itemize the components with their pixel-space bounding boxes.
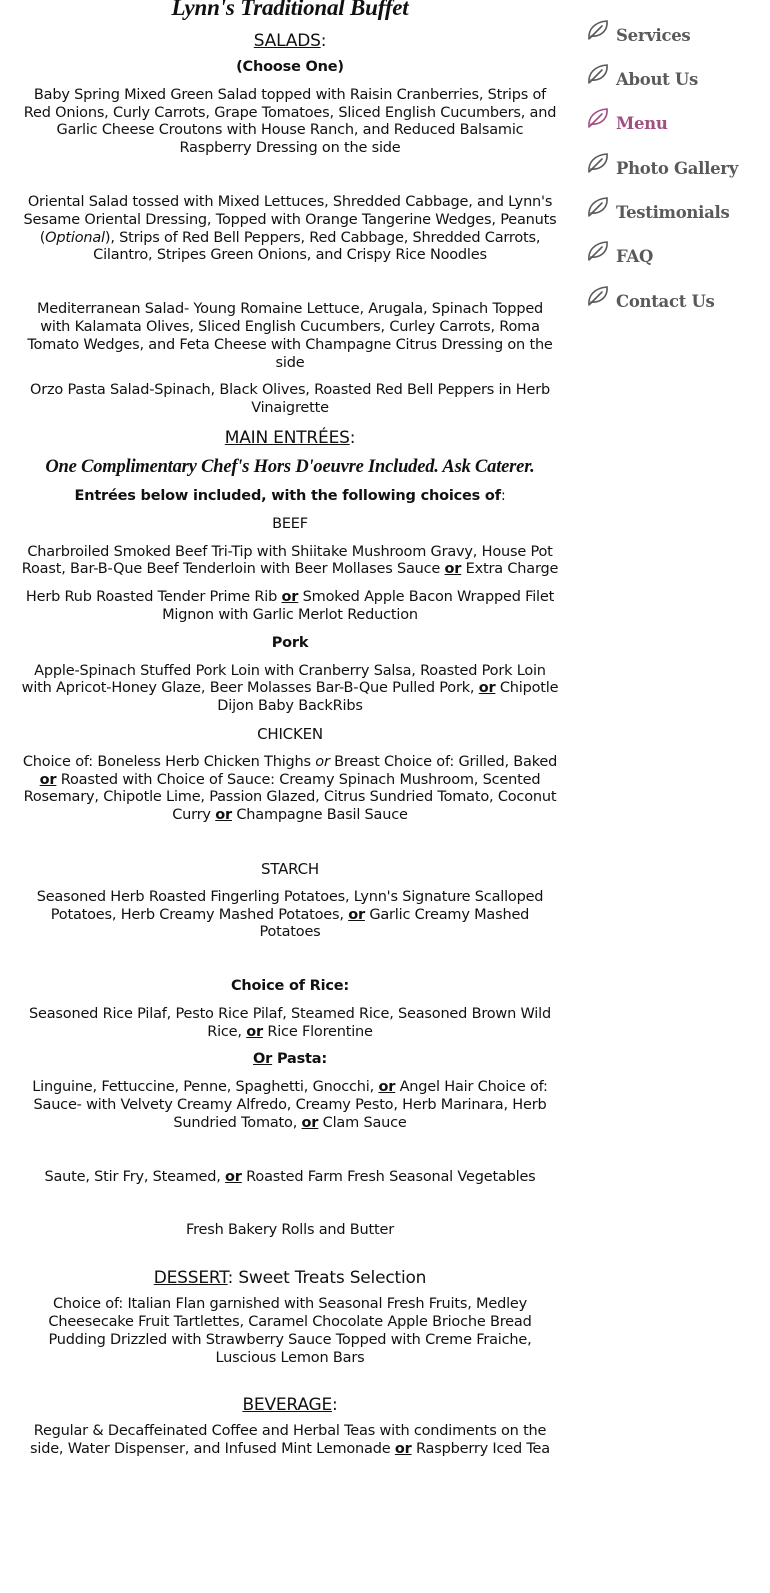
or-text: or: [301, 1114, 319, 1131]
entrees-heading-text: MAIN ENTRÉES: [224, 427, 350, 448]
or-text: or: [378, 1079, 396, 1096]
nav-item-faq[interactable]: [586, 241, 653, 271]
pork-label: Pork: [271, 634, 309, 651]
chicken-item: [20, 754, 560, 825]
rice-text: Rice Florentine: [262, 1023, 373, 1040]
leaf-icon: [586, 239, 610, 263]
beverage-heading: [20, 1395, 560, 1415]
nav-item-testimonials[interactable]: [586, 197, 729, 227]
salad-item: [20, 194, 560, 265]
entrees-heading: [20, 428, 560, 448]
or-text: or: [225, 1168, 242, 1185]
salad-item: Orzo Pasta Salad-Spinach, Black Olives, Roasted Red Bell Peppers in Herb Vinaigrette: [30, 382, 550, 417]
starch-label: STARCH: [260, 859, 319, 878]
choose-one-note: (Choose One): [236, 59, 344, 75]
or-text: or: [215, 807, 232, 824]
beverage-text: Regular & Decaffeinated Coffee and Herbal Teas with condiments on the side, Water Dispenser, and Infused Mint Lemonade: [30, 1423, 547, 1458]
pasta-text: Clam Sauce: [318, 1114, 407, 1131]
nav-label: FAQ: [616, 246, 654, 266]
starch-item: [20, 889, 560, 942]
nav-label: Contact Us: [616, 291, 715, 311]
or-text: or: [444, 561, 462, 578]
or-text: or: [348, 906, 365, 923]
nav-label: Services: [616, 25, 691, 45]
pasta-text: Linguine, Fettuccine, Penne, Spaghetti, Gnocchi,: [32, 1079, 379, 1096]
chicken-text: Breast Choice of: Grilled, Baked: [329, 753, 558, 770]
nav-item-contact-us[interactable]: [586, 286, 715, 316]
leaf-icon: [586, 62, 610, 86]
nav-item-photo-gallery[interactable]: [586, 153, 738, 183]
page-title: Lynn's Traditional Buffet: [171, 0, 409, 20]
nav-item-services[interactable]: [586, 20, 690, 50]
or-text: Or: [253, 1051, 273, 1068]
rice-text: Seasoned Rice Pilaf, Pesto Rice Pilaf, Steamed Rice, Seasoned Brown Wild Rice,: [29, 1005, 551, 1040]
salads-heading-text: SALADS: [253, 31, 321, 51]
nav-item-about-us[interactable]: [586, 64, 698, 94]
dessert-subtitle: : Sweet Treats Selection: [227, 1268, 427, 1289]
pasta-text: Angel Hair Choice of: Sauce- with Velvety Creamy Alfredo, Creamy Pesto, Herb Marinara, Herb Sundried Tomato,: [33, 1079, 548, 1131]
or-text: or: [39, 771, 57, 788]
heading-colon: :: [332, 1395, 338, 1416]
intro-text: Entrées below included, with the following choices of: [74, 487, 501, 504]
complimentary-note: One Complimentary Chef's Hors D'oeuvre Included. Ask Caterer.: [45, 456, 535, 477]
salads-heading: [20, 31, 560, 51]
starch-text: Seasoned Herb Roasted Fingerling Potatoes, Lynn's Signature Scalloped Potatoes, Herb Creamy Mashed Potatoes,: [36, 888, 544, 923]
heading-colon: :: [349, 427, 356, 448]
salad-text: ), Strips of Red Bell Peppers, Red Cabbage, Shredded Carrots, Cilantro, Stripes Green Onions, and Crispy Rice Noodles: [93, 229, 541, 264]
or-text: or: [394, 1441, 412, 1458]
optional-text: Optional: [45, 229, 105, 246]
leaf-icon: [586, 106, 610, 130]
beverage-item: [20, 1423, 560, 1459]
leaf-icon: [586, 284, 610, 308]
or-italic: or: [315, 753, 330, 770]
salad-item: Mediterranean Salad- Young Romaine Lettuce, Arugala, Spinach Topped with Kalamata Olives, Sliced English Cucumbers, Curley Carrots, Roma Tomato Wedges, and Feta Cheese with Champagne Citrus Dressing on the side: [27, 301, 553, 371]
or-text: or: [281, 589, 299, 606]
bread-item: Fresh Bakery Rolls and Butter: [186, 1222, 394, 1239]
pork-text: Chipotle Dijon Baby BackRibs: [217, 680, 559, 715]
chicken-label: CHICKEN: [257, 724, 323, 743]
leaf-icon: [586, 18, 610, 42]
nav-label: About Us: [616, 69, 698, 89]
beef-text: Extra Charge: [461, 561, 559, 578]
chicken-text: Choice of: Boneless Herb Chicken Thighs: [22, 753, 316, 770]
salad-item: Baby Spring Mixed Green Salad topped with Raisin Cranberries, Strips of Red Onions, Curly Carrots, Grape Tomatoes, Sliced English Cucumbers, and Garlic Cheese Croutons with House Ranch, and Reduced Balsamic Raspberry Dressing on the side: [23, 86, 557, 157]
rice-label: Choice of Rice:: [230, 978, 350, 995]
salad-text: Oriental Salad tossed with Mixed Lettuces, Shredded Cabbage, and Lynn's Sesame Oriental Dressing, Topped with Orange Tangerine Wedges, Peanuts (: [23, 193, 557, 246]
chicken-text: Roasted with Choice of Sauce: Creamy Spinach Mushroom, Scented Rosemary, Chipotle Lime, Passion Glazed, Citrus Sundried Tomato, Coconut Curry: [23, 771, 557, 824]
starch-text: Garlic Creamy Mashed Potatoes: [259, 906, 530, 941]
beverage-heading-text: BEVERAGE: [242, 1395, 332, 1416]
veg-text: Saute, Stir Fry, Steamed,: [44, 1168, 226, 1185]
vegetables-item: [20, 1169, 560, 1187]
rice-item: [20, 1006, 560, 1042]
nav-label: Menu: [616, 113, 668, 133]
nav-label: Testimonials: [616, 202, 730, 222]
dessert-heading: [20, 1268, 560, 1288]
pork-text: Apple-Spinach Stuffed Pork Loin with Cranberry Salsa, Roasted Pork Loin with Apricot-Honey Glaze, Beer Molasses Bar-B-Que Pulled Pork,: [21, 662, 546, 697]
pasta-item: [20, 1079, 560, 1132]
menu-content: [20, 0, 560, 1469]
beverage-text: Raspberry Iced Tea: [411, 1441, 550, 1458]
nav-item-menu[interactable]: [586, 108, 668, 138]
or-text: or: [478, 680, 496, 697]
pasta-label: [20, 1051, 560, 1069]
pork-item: [20, 663, 560, 716]
dessert-item: Choice of: Italian Flan garnished with Seasonal Fresh Fruits, Medley Cheesecake Fruit Tartlettes, Caramel Chocolate Apple Brioche Bread Pudding Drizzled with Strawberry Sauce Topped with Creme Fraiche, Luscious Lemon Bars: [48, 1296, 532, 1366]
intro-colon: :: [500, 487, 506, 504]
leaf-icon: [586, 195, 610, 219]
chicken-text: Champagne Basil Sauce: [231, 807, 408, 824]
beef-label: BEEF: [272, 515, 308, 532]
leaf-icon: [586, 151, 610, 175]
beef-text: Smoked Apple Bacon Wrapped Filet Mignon with Garlic Merlot Reduction: [162, 589, 555, 623]
beef-text: Charbroiled Smoked Beef Tri-Tip with Shiitake Mushroom Gravy, House Pot Roast, Bar-B-Que Beef Tenderloin with Beer Mollases Sauce: [21, 543, 553, 578]
heading-colon: :: [320, 31, 327, 51]
or-text: or: [246, 1023, 263, 1040]
beef-item: [20, 544, 560, 580]
nav-label: Photo Gallery: [616, 158, 738, 178]
veg-text: Roasted Farm Fresh Seasonal Vegetables: [241, 1168, 536, 1185]
entrees-intro: [20, 488, 560, 506]
pasta-text: Pasta:: [272, 1051, 327, 1068]
dessert-heading-text: DESSERT: [153, 1268, 228, 1289]
beef-text: Herb Rub Roasted Tender Prime Rib: [25, 589, 282, 606]
beef-item: [20, 589, 560, 625]
